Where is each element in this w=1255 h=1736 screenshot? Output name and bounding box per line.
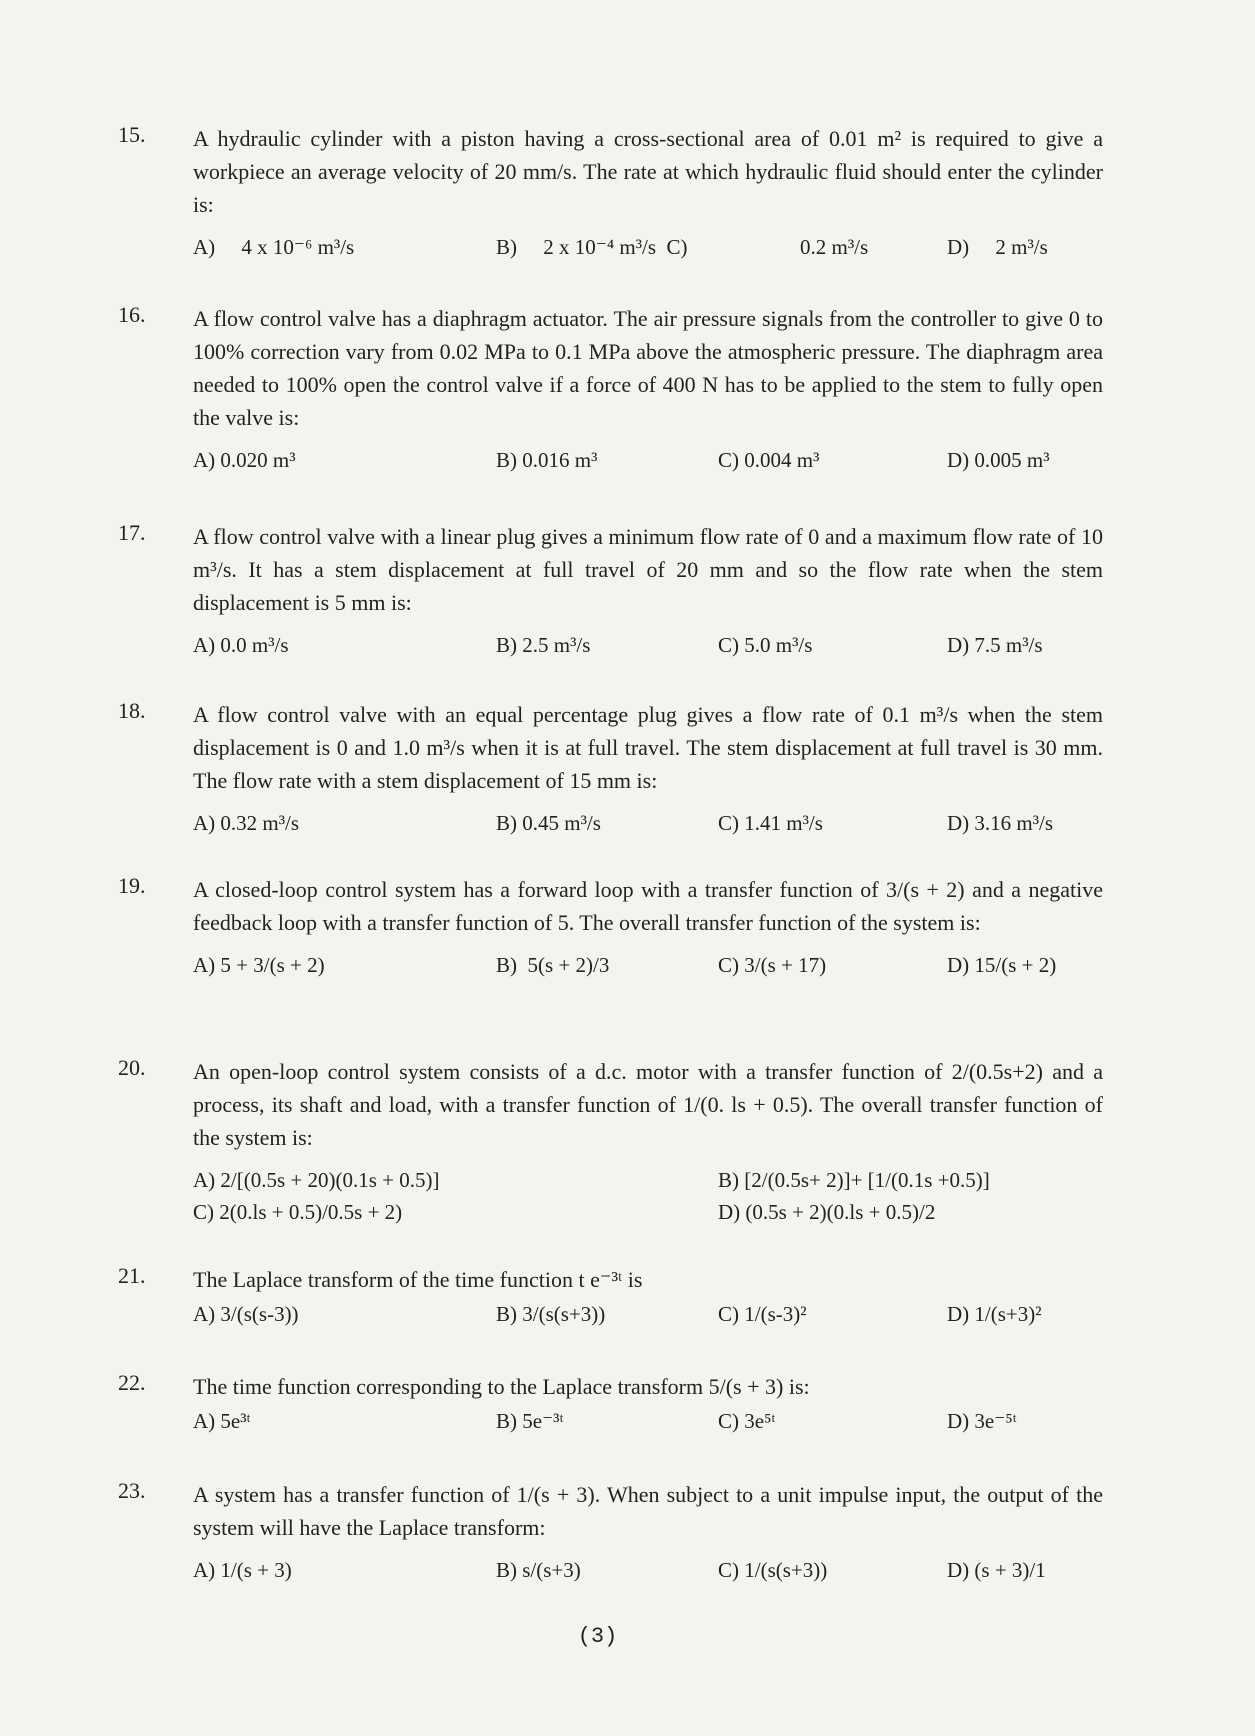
options-row (193, 811, 1103, 845)
question-text: A system has a transfer function of 1/(s + 3). When subject to a unit impulse input, the output of the system will have the Laplace transform: (193, 1482, 1103, 1540)
option-b: B) [2/(0.5s+ 2)]+ [1/(0.1s +0.5)] (718, 1168, 990, 1192)
question-text: A flow control valve has a diaphragm actuator. The air pressure signals from the controller to give 0 to 100% correction vary from 0.02 MPa to 0.1 MPa above the atmospheric pressure. The diaphragm area needed to 100% open the control valve if a force of 400 N has to be applied to the stem to fully open the valve is: (193, 306, 1103, 430)
question-22 (118, 1370, 1103, 1443)
option-b: B) 5(s + 2)/3 (496, 953, 610, 977)
question-text: A closed-loop control system has a forward loop with a transfer function of 3/(s + 2) and a negative feedback loop with a transfer function of 5. The overall transfer function of the system is: (193, 877, 1103, 935)
option-b: B) s/(s+3) (496, 1558, 581, 1582)
option-c: C) 1.41 m³/s (718, 811, 823, 835)
option-c: C) 1/(s(s+3)) (718, 1558, 828, 1582)
option-d: D) (0.5s + 2)(0.ls + 0.5)/2 (718, 1200, 936, 1224)
option-a: A) 0.020 m³ (193, 448, 296, 472)
options-row (193, 1409, 1103, 1443)
options-row (193, 235, 1103, 269)
option-b: B) 0.016 m³ (496, 448, 598, 472)
question-number: 15. (118, 122, 146, 147)
option-d: D) (s + 3)/1 (947, 1558, 1046, 1582)
option-b: B) 3/(s(s+3)) (496, 1302, 606, 1326)
question-number: 19. (118, 873, 146, 898)
option-c: C) 0.004 m³ (718, 448, 820, 472)
option-b: B) 0.45 m³/s (496, 811, 601, 835)
question-17 (118, 520, 1103, 667)
option-c: C) 1/(s-3)² (718, 1302, 807, 1326)
question-number: 23. (118, 1478, 146, 1503)
question-text: A flow control valve with a linear plug gives a minimum flow rate of 0 and a maximum flow rate of 10 m³/s. It has a stem displacement at full travel of 20 mm and so the flow rate when the stem displacement is 5 mm is: (193, 524, 1103, 615)
question-16 (118, 302, 1103, 482)
option-c: 0.2 m³/s (800, 235, 869, 259)
options-row (193, 448, 1103, 482)
question-number: 18. (118, 698, 146, 723)
option-a: A) 3/(s(s-3)) (193, 1302, 299, 1326)
question-23 (118, 1478, 1103, 1592)
question-20 (118, 1055, 1103, 1228)
question-21 (118, 1263, 1103, 1336)
question-number: 17. (118, 520, 146, 545)
option-a: A) 0.0 m³/s (193, 633, 289, 657)
option-a: A) 2/[(0.5s + 20)(0.1s + 0.5)] (193, 1168, 440, 1192)
question-text: The time function corresponding to the Laplace transform 5/(s + 3) is: (193, 1374, 810, 1399)
question-number: 20. (118, 1055, 146, 1080)
option-a: A) 5e³ᵗ (193, 1409, 251, 1433)
option-d: D) 3e⁻⁵ᵗ (947, 1409, 1017, 1433)
question-text: A flow control valve with an equal percentage plug gives a flow rate of 0.1 m³/s when the stem displacement is 0 and 1.0 m³/s when it is at full travel. The stem displacement at full travel is 30 mm. The flow rate with a stem displacement of 15 mm is: (193, 702, 1103, 793)
option-a: A) 1/(s + 3) (193, 1558, 292, 1582)
option-d: D) 0.005 m³ (947, 448, 1050, 472)
question-text: A hydraulic cylinder with a piston having a cross-sectional area of 0.01 m² is required to give a workpiece an average velocity of 20 mm/s. The rate at which hydraulic fluid should enter the cylinder is: (193, 126, 1103, 217)
option-d: D) 15/(s + 2) (947, 953, 1057, 977)
option-a: A) 0.32 m³/s (193, 811, 300, 835)
option-d: D) 3.16 m³/s (947, 811, 1054, 835)
question-number: 21. (118, 1263, 146, 1288)
options-row (193, 1558, 1103, 1592)
options-grid (193, 1164, 1103, 1228)
question-18 (118, 698, 1103, 845)
option-c: C) 3e⁵ᵗ (718, 1409, 776, 1433)
option-d: D) 1/(s+3)² (947, 1302, 1042, 1326)
question-number: 22. (118, 1370, 146, 1395)
question-text: The Laplace transform of the time function t e⁻³ᵗ is (193, 1267, 643, 1292)
option-b: B) 2 x 10⁻⁴ m³/s C) (496, 235, 688, 259)
page-number: (3) (577, 1624, 618, 1649)
option-b: B) 5e⁻³ᵗ (496, 1409, 564, 1433)
options-row (193, 633, 1103, 667)
option-c: C) 5.0 m³/s (718, 633, 813, 657)
option-d: D) 2 m³/s (947, 235, 1048, 259)
option-b: B) 2.5 m³/s (496, 633, 591, 657)
question-19 (118, 873, 1103, 987)
option-c: C) 2(0.ls + 0.5)/0.5s + 2) (193, 1200, 403, 1224)
question-15 (118, 122, 1103, 269)
question-text: An open-loop control system consists of a d.c. motor with a transfer function of 2/(0.5s+2) and a process, its shaft and load, with a transfer function of 1/(0. ls + 0.5). The overall transfer function of the system is: (193, 1059, 1103, 1150)
option-a: A) 5 + 3/(s + 2) (193, 953, 325, 977)
question-number: 16. (118, 302, 146, 327)
options-row (193, 953, 1103, 987)
option-a: A) 4 x 10⁻⁶ m³/s (193, 235, 355, 259)
options-row (193, 1302, 1103, 1336)
option-d: D) 7.5 m³/s (947, 633, 1043, 657)
option-c: C) 3/(s + 17) (718, 953, 827, 977)
